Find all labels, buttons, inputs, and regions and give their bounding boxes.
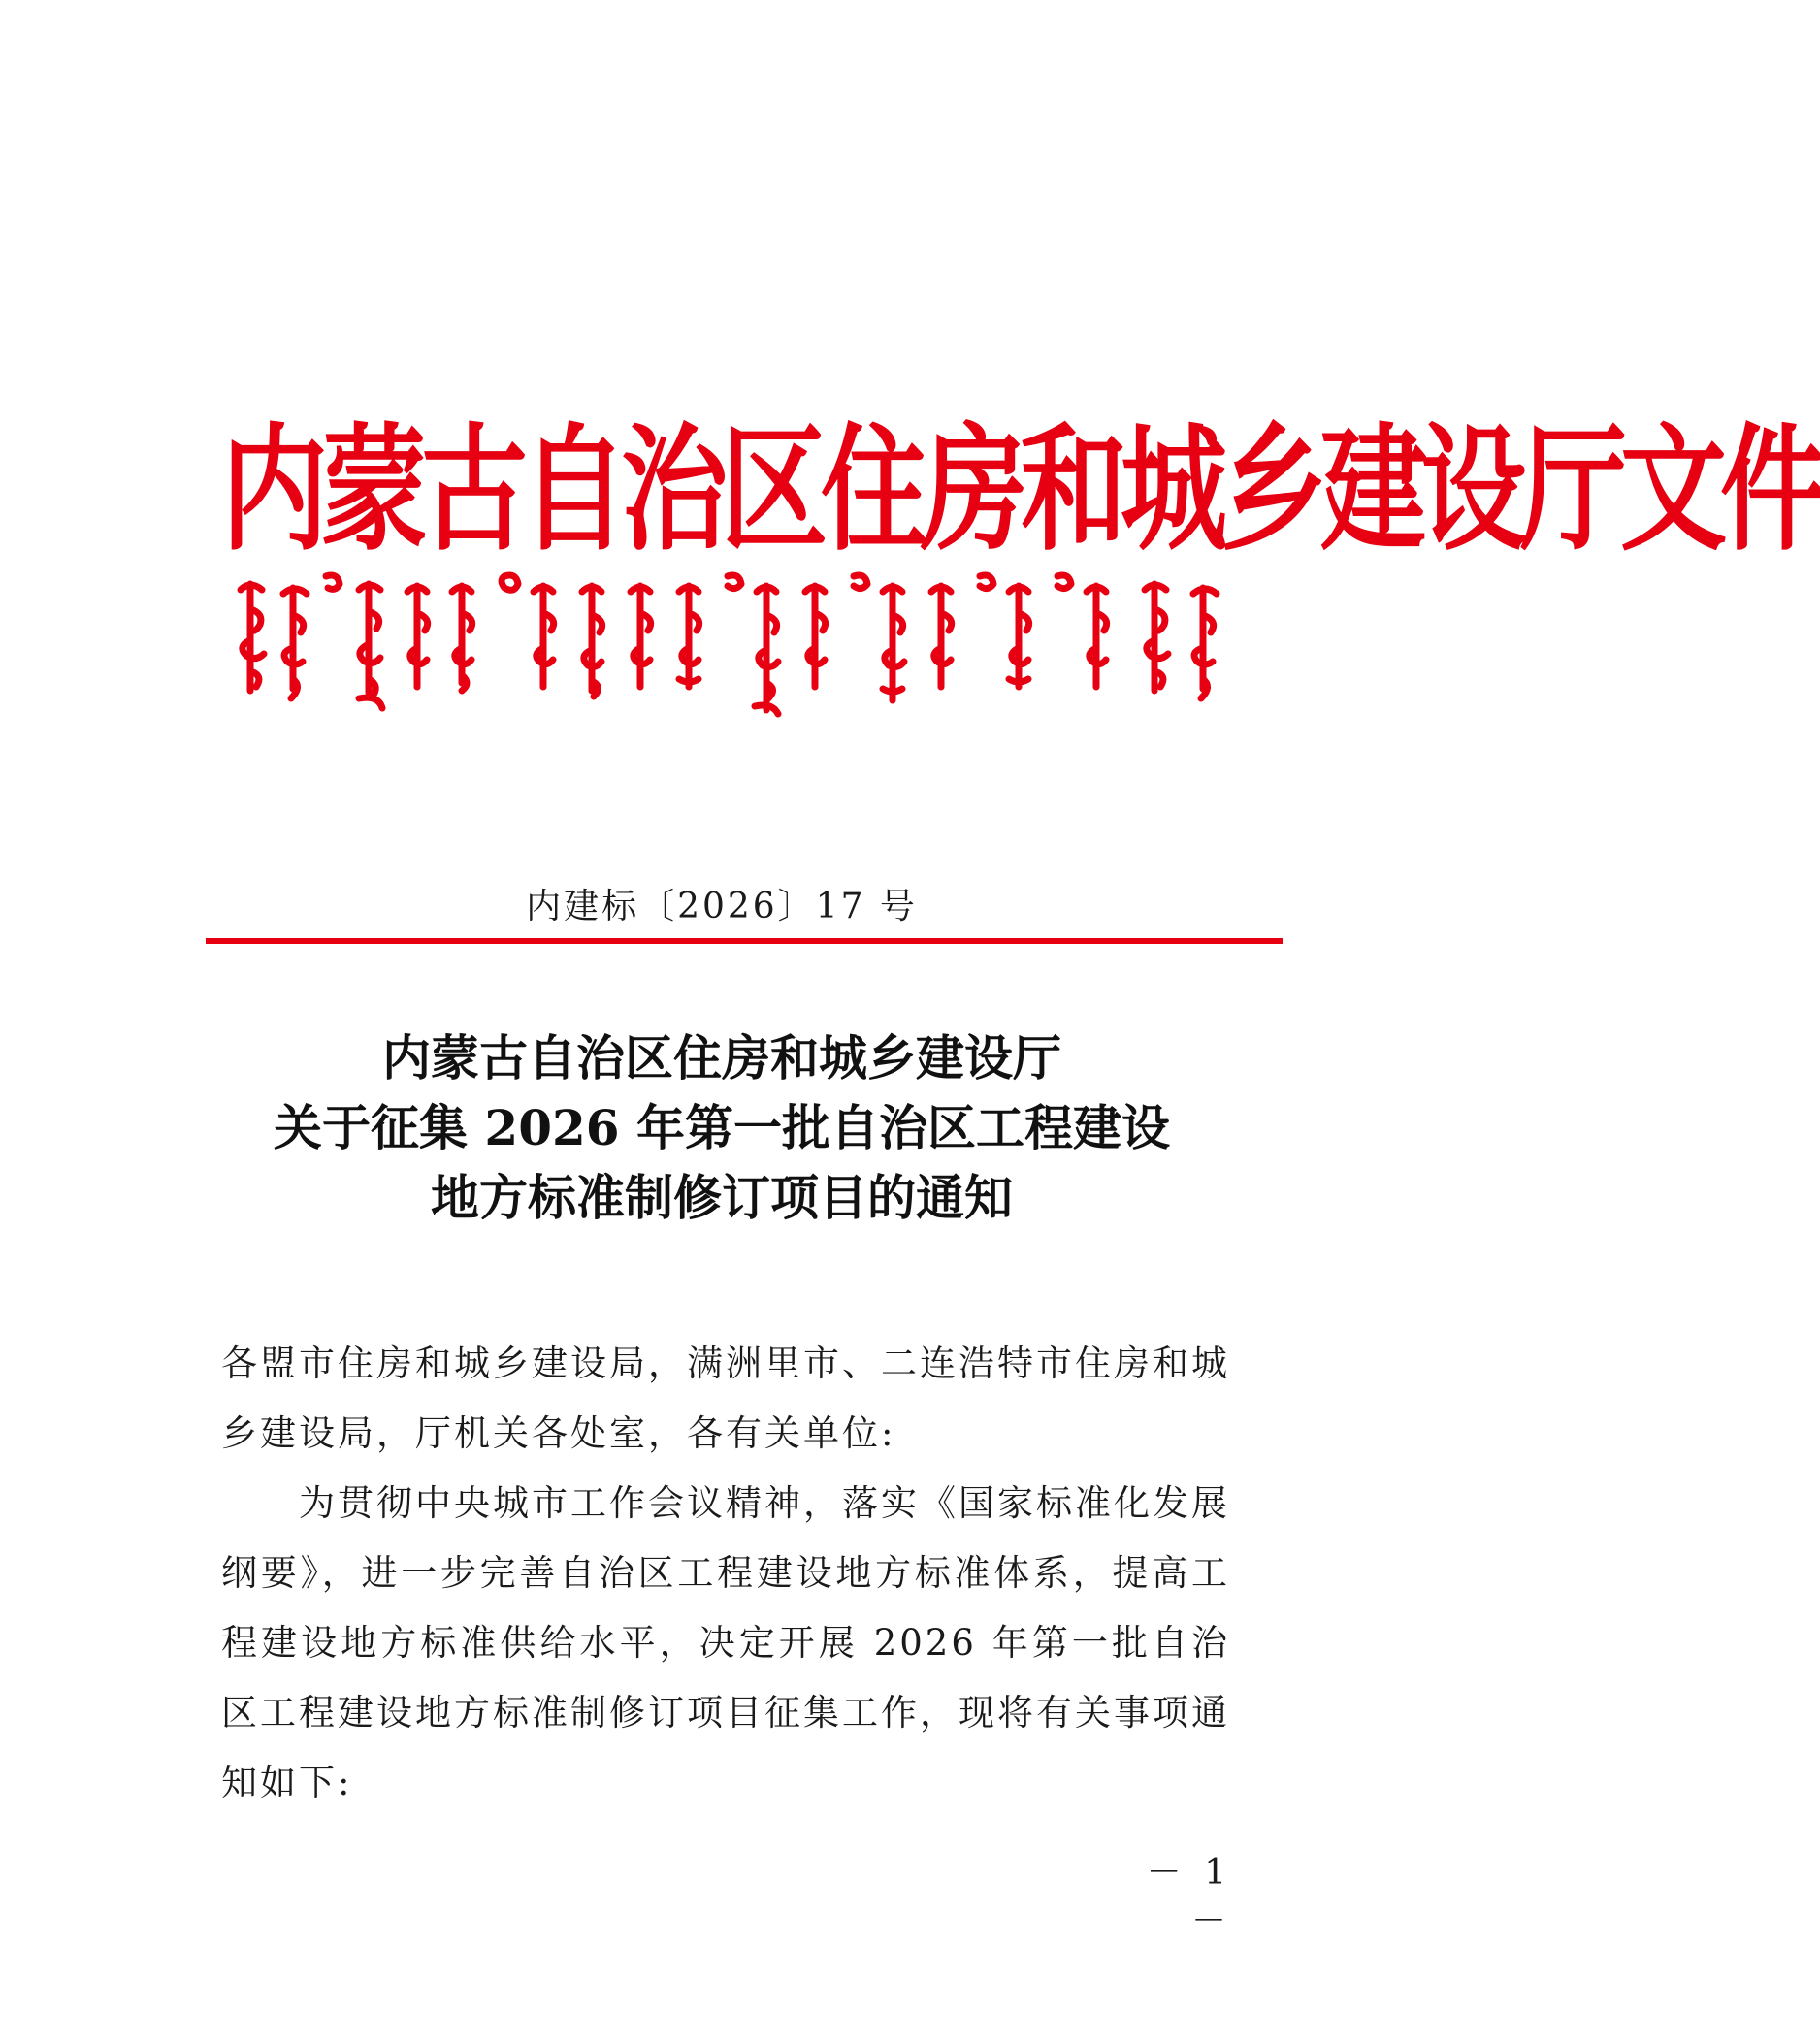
document-number: 内建标〔2026〕17 号 [526, 887, 918, 926]
red-separator-line [206, 938, 1283, 944]
title-line-2: 关于征集 2026 年第一批自治区工程建设 [274, 1099, 1170, 1156]
masthead-mongolian-script [223, 570, 1232, 716]
title-line-1: 内蒙古自治区住房和城乡建设厅 [382, 1029, 1061, 1086]
document-body [221, 1329, 1230, 1818]
document-title [0, 1023, 1444, 1233]
title-line-3: 地方标准制修订项目的通知 [431, 1169, 1013, 1226]
page-number: － 1 － [1146, 1853, 1232, 1941]
masthead-chinese-title: 内蒙古自治区住房和城乡建设厅文件 [221, 410, 1820, 569]
salutation: 各盟市住房和城乡建设局，满洲里市、二连浩特市住房和城乡建设局，厅机关各处室，各有关单位: [221, 1343, 1230, 1454]
body-paragraph: 为贯彻中央城市工作会议精神，落实《国家标准化发展纲要》，进一步完善自治区工程建设地方标准体系，提高工程建设地方标准供给水平，决定开展 2026 年第一批自治区工程建设地方标准制修订项目征集工作，现将有关事项通知如下: [221, 1482, 1230, 1803]
